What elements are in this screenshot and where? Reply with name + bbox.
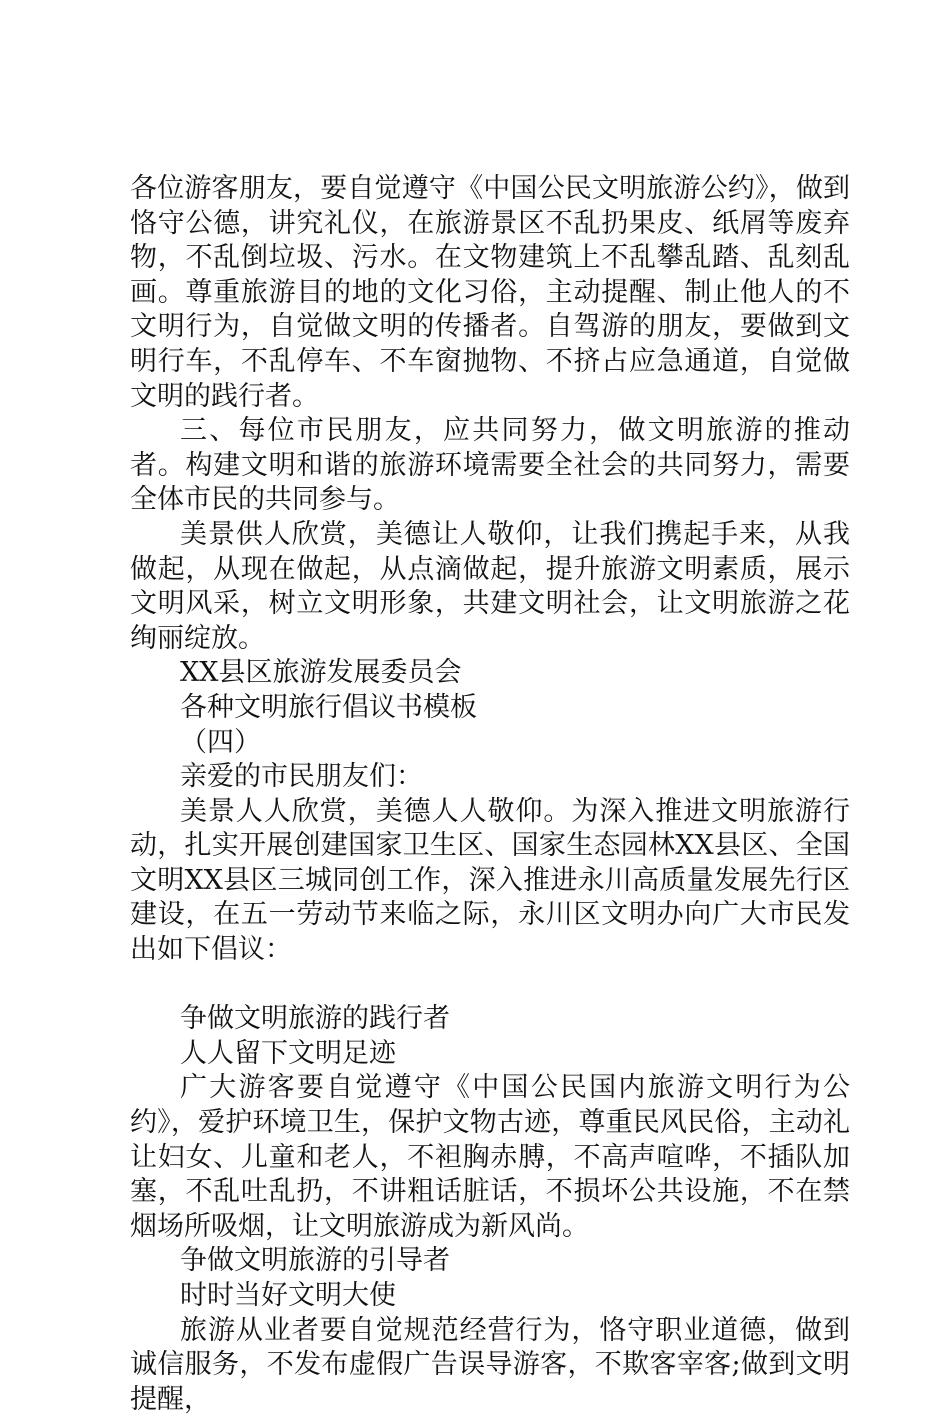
- body-paragraph: 美景供人欣赏，美德让人敬仰，让我们携起手来，从我做起，从现在做起，从点滴做起，提升旅游文明素质，展示文明风采，树立文明形象，共建文明社会，让文明旅游之花绚丽绽放。: [130, 518, 850, 654]
- heading-line: 人人留下文明足迹: [180, 1037, 396, 1069]
- document-body: [130, 172, 850, 1417]
- heading-line: 争做文明旅游的践行者: [180, 1003, 450, 1035]
- salutation: 亲爱的市民朋友们：: [180, 761, 423, 793]
- heading-line: 争做文明旅游的引导者: [180, 1245, 450, 1277]
- body-paragraph: 三、每位市民朋友，应共同努力，做文明旅游的推动者。构建文明和谐的旅游环境需要全社会的共同努力，需要全体市民的共同参与。: [130, 415, 850, 516]
- body-paragraph: 美景人人欣赏，美德人人敬仰。为深入推进文明旅游行动，扎实开展创建国家卫生区、国家生态园林XX县区、全国文明XX县区三城同创工作，深入推进永川高质量发展先行区建设，在五一劳动节来临之际，永川区文明办向广大市民发出如下倡议：: [130, 795, 850, 966]
- body-paragraph: 各位游客朋友，要自觉遵守《中国公民文明旅游公约》，做到恪守公德，讲究礼仪，在旅游景区不乱扔果皮、纸屑等废弃物，不乱倒垃圾、污水。在文物建筑上不乱攀乱踏、乱刻乱画。尊重旅游目的地的文化习俗，主动提醒、制止他人的不文明行为，自觉做文明的传播者。自驾游的朋友，要做到文明行车，不乱停车、不车窗抛物、不挤占应急通道，自觉做文明的践行者。: [130, 173, 850, 412]
- heading-line: 时时当好文明大使: [180, 1280, 396, 1311]
- section-title: 各种文明旅行倡议书模板: [180, 691, 477, 723]
- body-paragraph: 广大游客要自觉遵守《中国公民国内旅游文明行为公约》，爱护环境卫生，保护文物古迹，尊重民风民俗，主动礼让妇女、儿童和老人，不袒胸赤膊，不高声喧哗，不插队加塞，不乱吐乱扔，不讲粗话脏话，不损坏公共设施，不在禁烟场所吸烟，让文明旅游成为新风尚。: [130, 1072, 850, 1242]
- issuer-line: XX县区旅游发展委员会: [180, 657, 462, 689]
- body-paragraph: 旅游从业者要自觉规范经营行为，恪守职业道德，做到诚信服务，不发布虚假广告误导游客，不欺客宰客;做到文明提醒，: [130, 1314, 850, 1415]
- section-number: （四）: [180, 726, 261, 758]
- blank-line: [130, 968, 850, 1003]
